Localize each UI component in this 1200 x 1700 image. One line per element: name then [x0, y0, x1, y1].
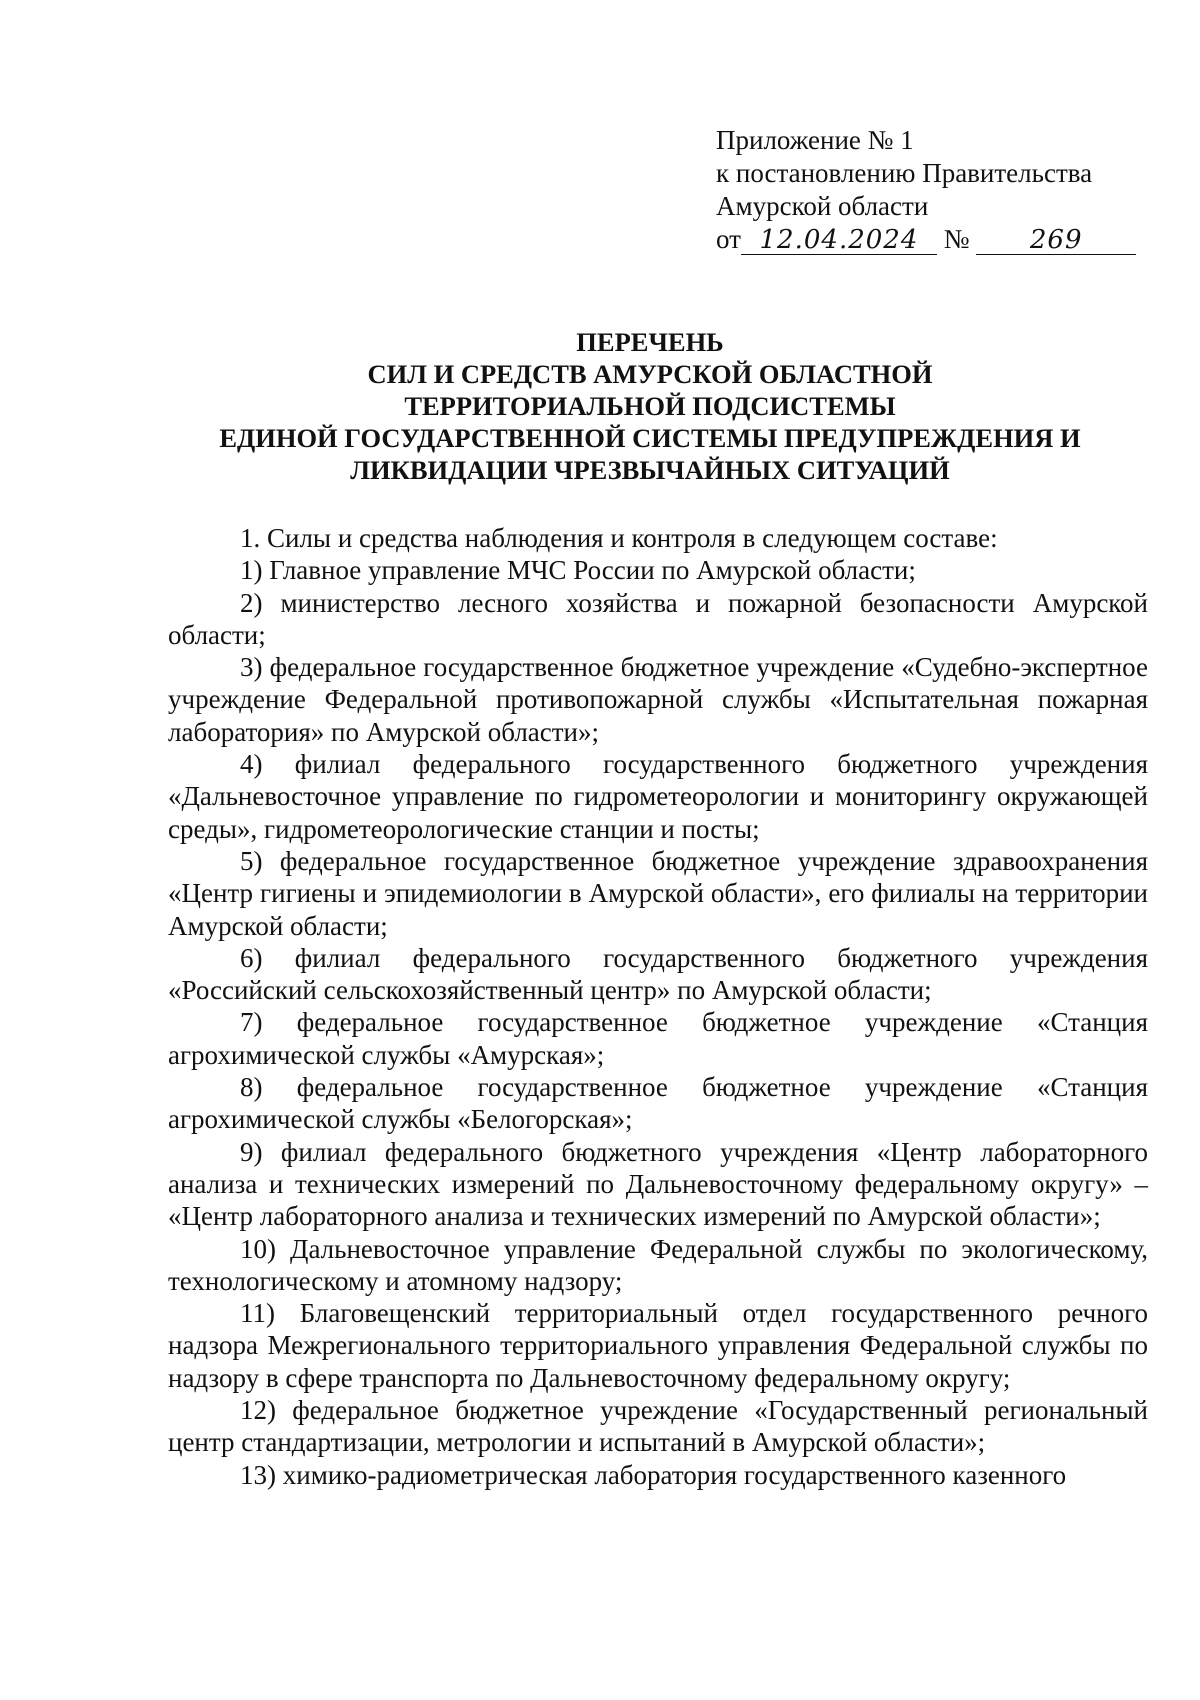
list-item-13: 13) химико-радиометрическая лаборатория государственного казенного: [240, 1459, 1067, 1490]
appendix-line-2: к постановлению Правительства: [716, 158, 1093, 188]
list-item-3: 3) федеральное государственное бюджетное учреждение «Судебно-экспертное учреждение Федеральной противопожарной службы «Испытательная пожарная лаборатория» по Амурской области»;: [168, 652, 1148, 747]
list-item-2: 2) министерство лесного хозяйства и пожарной безопасности Амурской области;: [168, 587, 1148, 650]
list-item-1: 1) Главное управление МЧС России по Амурской области;: [240, 555, 916, 586]
list-item-7: 7) федеральное государственное бюджетное учреждение «Станция агрохимической службы «Амурская»;: [168, 1007, 1148, 1070]
appendix-date-number-line: [716, 223, 1136, 256]
appendix-line-3: Амурской области: [716, 191, 929, 221]
paragraph-section-1: 1. Силы и средства наблюдения и контроля в следующем составе:: [240, 523, 998, 553]
list-item-4: 4) филиал федерального государственного бюджетного учреждения «Дальневосточное управление по гидрометеорологии и мониторингу окружающей среды», гидрометеорологические станции и посты;: [168, 749, 1148, 844]
list-item-11: 11) Благовещенский территориальный отдел государственного речного надзора Межрегионального территориального управления Федеральной службы по надзору в сфере транспорта по Дальневосточному федеральному округу;: [168, 1298, 1148, 1393]
list-item-6: 6) филиал федерального государственного бюджетного учреждения «Российский сельскохозяйственный центр» по Амурской области;: [168, 942, 1148, 1006]
list-item-10: 10) Дальневосточное управление Федеральной службы по экологическому, технологическому и атомному надзору;: [168, 1233, 1148, 1296]
title-line-5: ЛИКВИДАЦИИ ЧРЕЗВЫЧАЙНЫХ СИТУАЦИЙ: [350, 455, 950, 485]
list-item-8: 8) федеральное государственное бюджетное учреждение «Станция агрохимической службы «Белогорская»;: [168, 1072, 1148, 1135]
list-item-5: 5) федеральное государственное бюджетное учреждение здравоохранения «Центр гигиены и эпидемиологии в Амурской области», его филиалы на территории Амурской области;: [168, 845, 1148, 941]
title-line-4: ЕДИНОЙ ГОСУДАРСТВЕННОЙ СИСТЕМЫ ПРЕДУПРЕЖДЕНИЯ И: [219, 423, 1081, 453]
handwritten-number: 269: [976, 226, 1136, 255]
handwritten-date: 12.04.2024: [741, 226, 937, 255]
date-prefix: от: [716, 224, 741, 254]
title-line-3: ТЕРРИТОРИАЛЬНОЙ ПОДСИСТЕМЫ: [404, 391, 896, 421]
document-body: [168, 522, 1148, 1491]
list-item-12: 12) федеральное бюджетное учреждение «Государственный региональный центр стандартизации, метрологии и испытаний в Амурской области»;: [168, 1395, 1148, 1458]
title-line-2: СИЛ И СРЕДСТВ АМУРСКОЙ ОБЛАСТНОЙ: [367, 359, 933, 389]
list-item-9: 9) филиал федерального бюджетного учреждения «Центр лабораторного анализа и технических измерений по Дальневосточному федеральному округу» – «Центр лабораторного анализа и технических измерений по Амурской области»;: [168, 1136, 1148, 1232]
number-prefix: №: [943, 224, 970, 254]
document-title: [150, 326, 1150, 486]
appendix-header: [716, 124, 1136, 256]
title-line-1: ПЕРЕЧЕНЬ: [576, 327, 724, 357]
appendix-line-1: Приложение № 1: [716, 125, 914, 155]
